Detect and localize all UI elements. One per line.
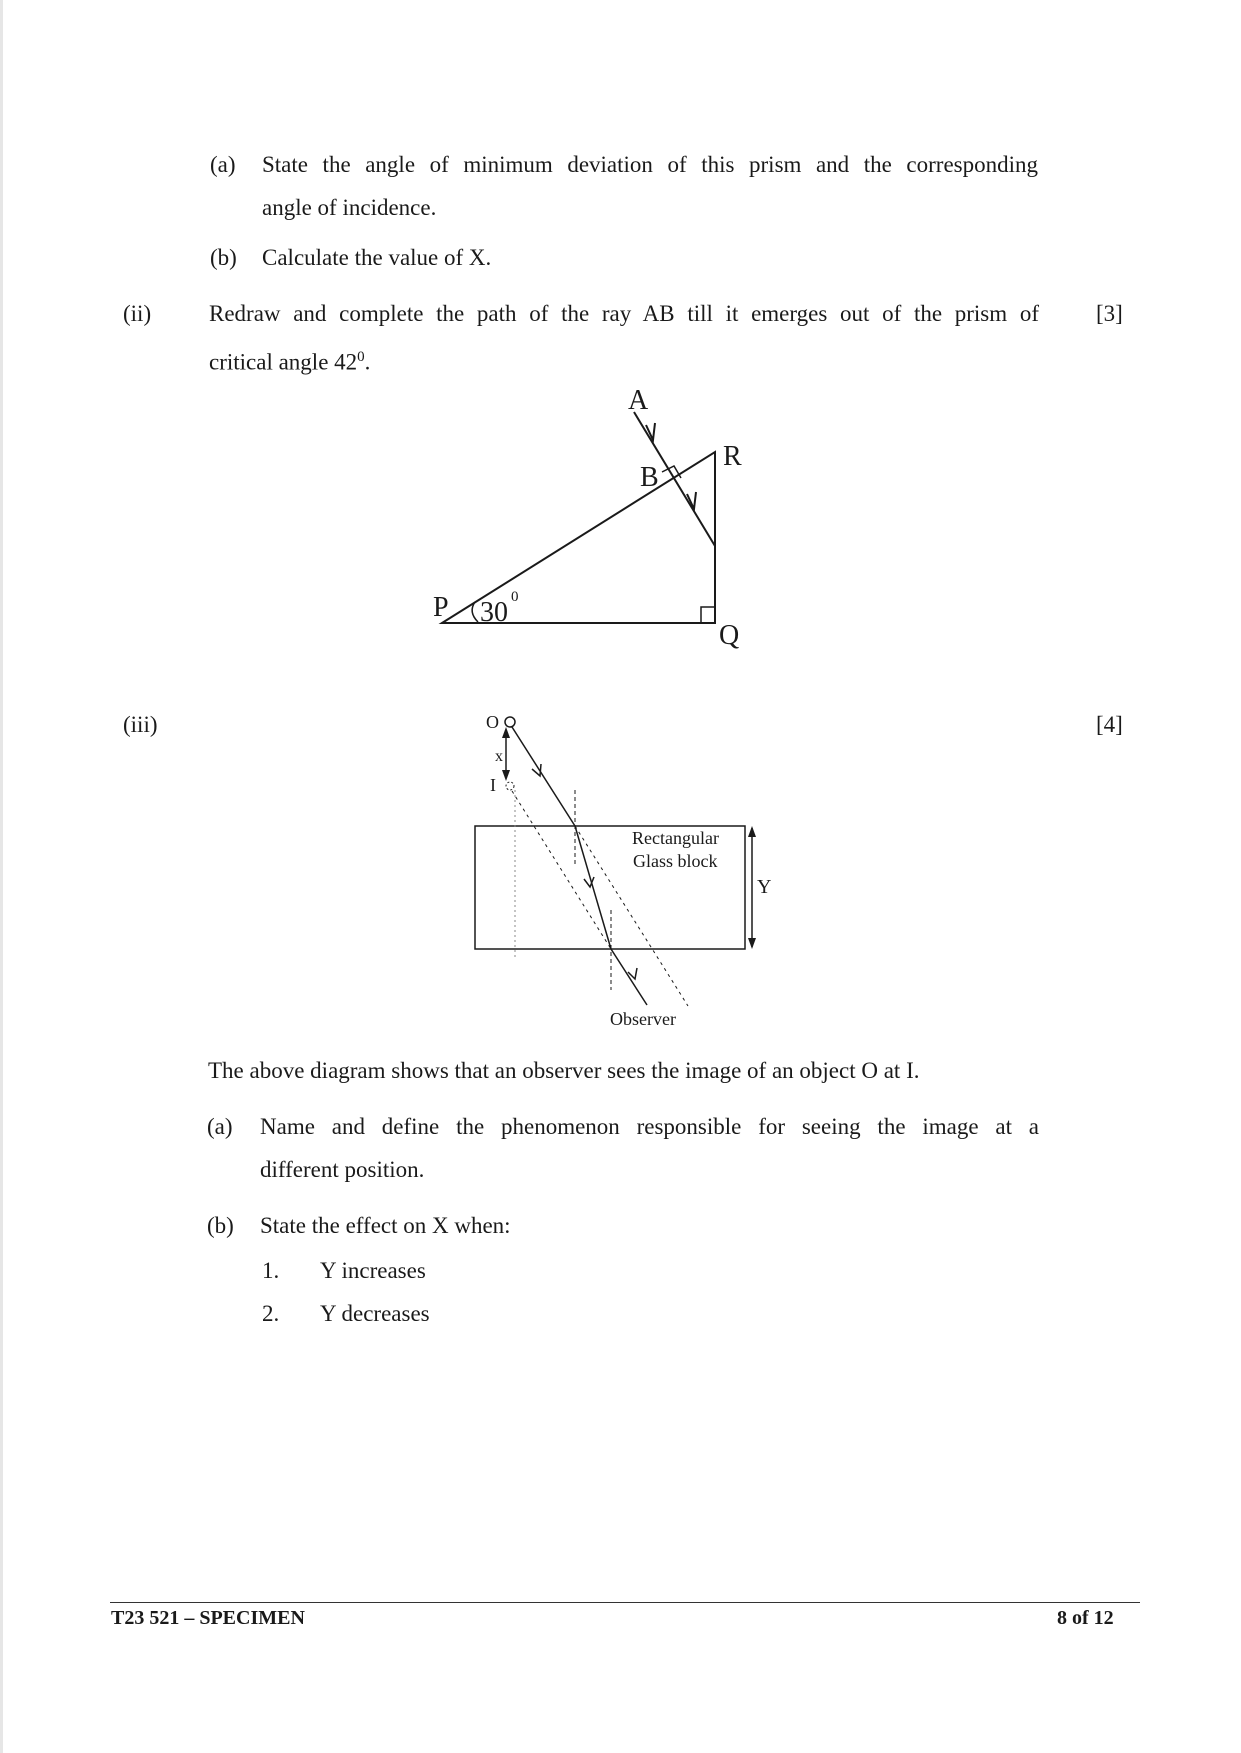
label-b: B <box>640 462 659 493</box>
qiii-label: (iii) <box>123 712 158 737</box>
label-r: R <box>723 441 742 472</box>
x-arrow-down <box>502 770 510 781</box>
block-label-line1: Rectangular <box>632 828 719 848</box>
list-item-num: 2. <box>262 1301 280 1326</box>
qi-b-label: (b) <box>210 245 237 270</box>
label-x: x <box>495 748 503 765</box>
qiii-a-line2: different position. <box>260 1157 425 1182</box>
angle-degree-sup: 0 <box>511 589 519 605</box>
qi-b-text: Calculate the value of X. <box>262 245 492 270</box>
qii-label: (ii) <box>123 301 152 326</box>
qiii-marks: [4] <box>1096 712 1123 737</box>
qii-degree-sup: 0 <box>357 349 365 365</box>
qiii-a-label: (a) <box>207 1114 233 1139</box>
qii-line2-prefix: critical angle 42 <box>209 349 358 375</box>
qi-a-label: (a) <box>210 152 236 177</box>
y-arrow-up <box>748 826 756 837</box>
angle-value: 30 <box>480 597 508 628</box>
label-y: Y <box>757 876 772 898</box>
footer-rule <box>110 1602 1140 1603</box>
qii-line2-suffix: . <box>364 349 371 375</box>
label-o: O <box>486 712 499 732</box>
block-label-line2: Glass block <box>633 851 718 871</box>
object-o-circle <box>505 717 515 727</box>
x-arrow-up <box>502 727 510 738</box>
qi-a-line2: angle of incidence. <box>262 195 437 220</box>
qiii-b-text: State the effect on X when: <box>260 1213 511 1238</box>
ray-incident <box>512 727 575 826</box>
ray-refracted <box>575 826 611 949</box>
label-i: I <box>490 775 496 795</box>
qii-marks: [3] <box>1096 301 1123 326</box>
apparent-ray-line <box>512 791 611 949</box>
label-observer: Observer <box>610 1009 676 1029</box>
list-item-text: Y decreases <box>320 1301 430 1326</box>
label-q: Q <box>719 620 740 651</box>
footer-code: T23 521 – SPECIMEN <box>111 1607 305 1629</box>
list-item-text: Y increases <box>320 1258 426 1283</box>
qi-a-line1: State the angle of minimum deviation of this prism and the corresponding <box>262 152 1038 177</box>
qii-line1: Redraw and complete the path of the ray AB till it emerges out of the prism of <box>209 301 1039 326</box>
label-a: A <box>628 385 649 416</box>
footer-page-number: 8 of 12 <box>1057 1607 1114 1629</box>
y-arrow-down <box>748 938 756 949</box>
ray-emergent <box>611 949 647 1005</box>
image-i-circle <box>506 782 514 790</box>
qiii-statement: The above diagram shows that an observer sees the image of an object O at I. <box>208 1058 920 1083</box>
qiii-b-label: (b) <box>207 1213 234 1238</box>
label-p: P <box>433 592 449 623</box>
list-item-num: 1. <box>262 1258 280 1283</box>
qiii-a-line1: Name and define the phenomenon responsible for seeing the image at a <box>260 1114 1039 1139</box>
